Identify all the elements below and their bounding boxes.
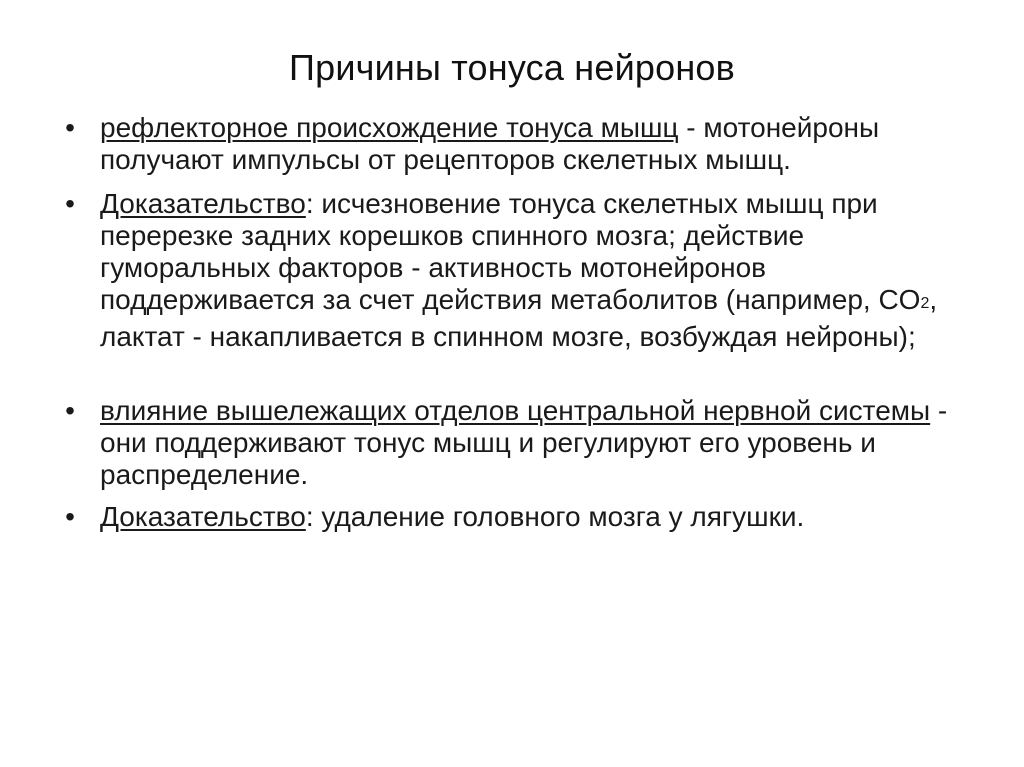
bullet-marker: •	[65, 395, 75, 426]
bullet-list	[60, 112, 980, 533]
bullet-item	[60, 395, 980, 491]
bullet-text-continued: , лактат - накапливается в спинном мозге, возбуждая нейроны);	[100, 284, 938, 352]
bullet-text: - мотонейроны получают импульсы от рецепторов скелетных мышц.	[100, 112, 880, 175]
bullet-item	[60, 188, 980, 353]
bullet-underlined-text: рефлекторное происхождение тонуса мышц	[100, 112, 679, 143]
bullet-text: : исчезновение тонуса скелетных мышц при перерезке задних корешков спинного мозга; действие гуморальных факторов - активность мотонейронов поддерживается за счет действия метаболитов (например, CO	[100, 188, 921, 315]
bullet-text: - они поддерживают тонус мышц и регулируют его уровень и распределение.	[100, 395, 948, 490]
bullet-marker: •	[65, 501, 75, 532]
slide-title: Причины тонуса нейронов	[289, 47, 735, 88]
bullet-underlined-text: Доказательство	[100, 501, 306, 532]
bullet-item	[60, 112, 980, 176]
bullet-underlined-text: влияние вышележащих отделов центральной нервной системы	[100, 395, 931, 426]
bullet-text: : удаление головного мозга у лягушки.	[305, 501, 805, 532]
bullet-marker: •	[65, 112, 75, 143]
bullet-item	[60, 501, 980, 533]
co2-subscript: 2	[920, 295, 930, 312]
bullet-underlined-text: Доказательство	[100, 188, 306, 219]
bullet-marker: •	[65, 188, 75, 219]
